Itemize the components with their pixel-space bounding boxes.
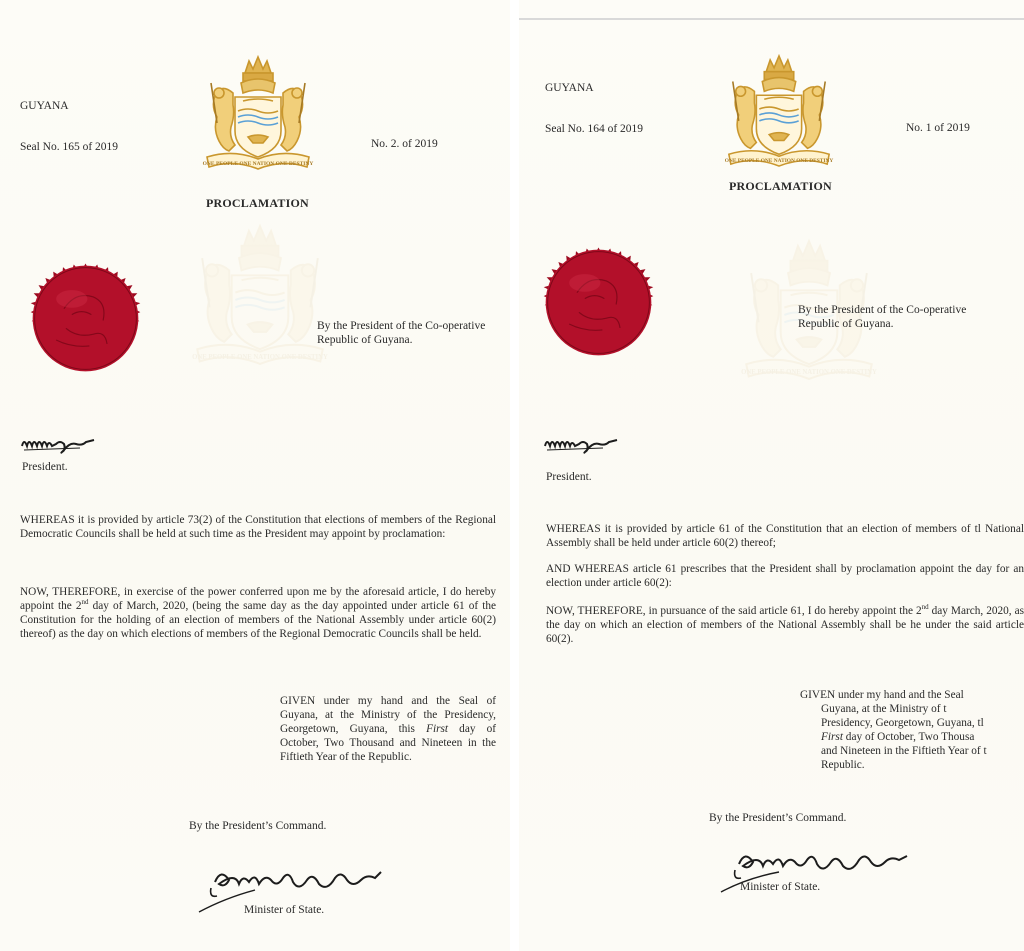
country-label: GUYANA (20, 100, 69, 112)
by-president-line-1: By the President of the Co-operative (798, 304, 967, 316)
by-president-line-1: By the President of the Co-operative (317, 320, 486, 332)
proclamation-number: No. 1 of 2019 (906, 122, 970, 134)
given-line-1: GIVEN under my hand and the Seal (800, 689, 964, 701)
proclamation-page-right (519, 0, 1024, 951)
whereas-paragraph: WHEREAS it is provided by article 73(2) of the Constitution that elections of members of the Regional Democratic Councils shall be held at such time as the President may appoint by proclamation: (20, 514, 496, 540)
given-under-hand-paragraph: GIVEN under my hand and the Seal of Guyana, at the Ministry of the Presidency, Georgetown, Guyana, this First day of October, Two Thousand and Nineteen in the Fiftieth Year of the Republic. (280, 695, 497, 763)
president-signature (543, 432, 623, 456)
proclamation-heading: PROCLAMATION (206, 196, 309, 210)
page-top-edge (519, 18, 1024, 20)
president-label: President. (22, 461, 68, 473)
proclamation-number: No. 2. of 2019 (371, 138, 438, 150)
president-label: President. (546, 471, 592, 483)
presidents-command: By the President’s Command. (189, 820, 327, 832)
given-line-4: First day of October, Two Thousa (821, 731, 975, 743)
minister-label: Minister of State. (740, 881, 821, 893)
president-signature (20, 432, 100, 456)
presidents-command: By the President’s Command. (709, 812, 847, 824)
red-wax-seal-icon (17, 250, 154, 387)
seal-number: Seal No. 164 of 2019 (545, 123, 644, 135)
given-line-5: and Nineteen in the Fiftieth Year of t (821, 745, 987, 757)
minister-label: Minister of State. (244, 904, 325, 916)
given-line-6: Republic. (821, 759, 865, 771)
coat-of-arms-icon (193, 53, 323, 173)
proclamation-heading: PROCLAMATION (729, 179, 832, 193)
and-whereas-paragraph: AND WHEREAS article 61 prescribes that the President shall by proclamation appoint the day for an election under article 60(2): (546, 563, 1024, 589)
by-president-line-2: Republic of Guyana. (798, 318, 894, 330)
red-wax-seal-icon (530, 234, 667, 371)
crest-watermark-icon (180, 220, 340, 370)
given-under-hand-paragraph (800, 688, 1024, 772)
given-line-2: Guyana, at the Ministry of t (821, 703, 947, 715)
now-therefore-paragraph: NOW, THEREFORE, in pursuance of the said article 61, I do hereby appoint the 2nd day March, 2020, as the day on which an election of members of the National Assembly shall be he under the said article 60(2). (546, 603, 1024, 645)
whereas-paragraph: WHEREAS it is provided by article 61 of the Constitution that an election of members of tl National Assembly shall be held under article 60(2) thereof; (546, 523, 1024, 549)
seal-number: Seal No. 165 of 2019 (20, 141, 119, 153)
by-president-line-2: Republic of Guyana. (317, 334, 413, 346)
coat-of-arms-icon (715, 52, 843, 170)
proclamation-page-left (0, 0, 510, 951)
now-therefore-paragraph: NOW, THEREFORE, in exercise of the power conferred upon me by the aforesaid article, I do hereby appoint the 2nd day of March, 2020, (being the same day as the day appointed under article 61 of the Constitution for the holding of an election of members of the National Assembly under article 60(2) thereof) as the day on which elections of members of the Regional Democratic Councils shall be held. (20, 586, 496, 640)
country-label: GUYANA (545, 82, 594, 94)
given-line-3: Presidency, Georgetown, Guyana, tl (821, 717, 984, 729)
